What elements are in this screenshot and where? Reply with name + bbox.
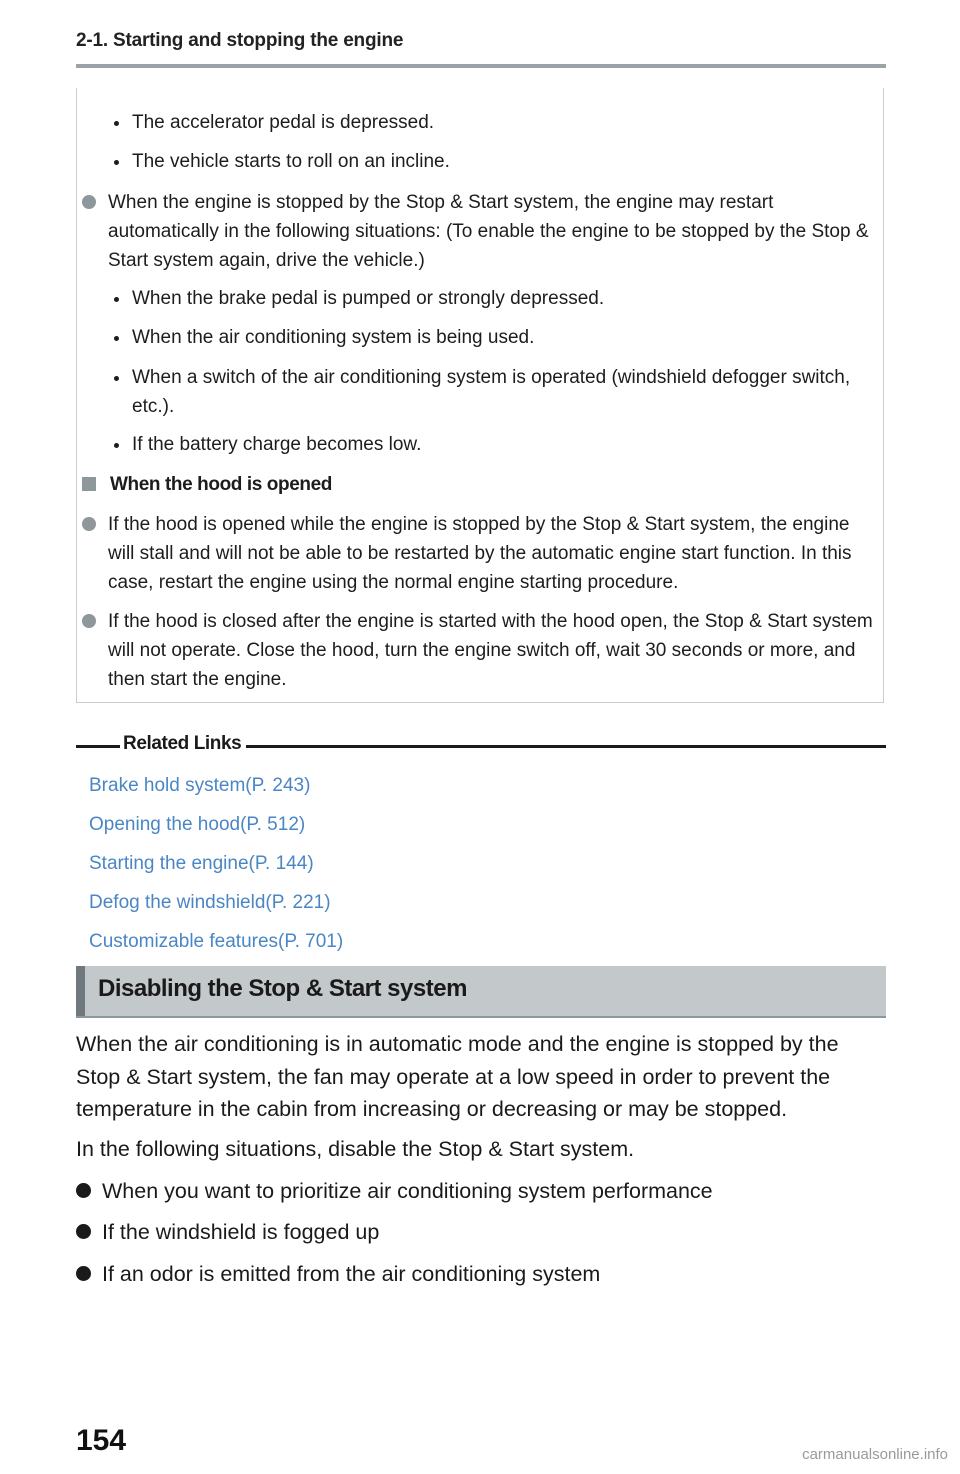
note-restart-intro-text: When the engine is stopped by the Stop & Start system, the engine may restart automatically in the following situations: (To enable the engine to be stopped by the Stop & Start system again, drive the vehicle.)	[108, 192, 869, 271]
bullet-circle-icon	[82, 517, 96, 531]
note-restart-intro	[82, 188, 878, 275]
bullet-circle-icon	[82, 195, 96, 209]
hood-item	[82, 607, 878, 694]
hood-item-text: If the hood is closed after the engine is started with the hood open, the Stop & Start system will not operate. Close the hood, turn the engine switch off, wait 30 seconds or more, and then start the engine.	[108, 611, 873, 690]
section-bullet	[76, 1258, 600, 1290]
bullet-dot-icon	[76, 1224, 91, 1239]
related-links-heading	[76, 733, 886, 761]
related-link-defog-windshield[interactable]: Defog the windshield(P. 221)	[89, 892, 331, 913]
section-paragraph-2: In the following situations, disable the Stop & Start system.	[76, 1137, 635, 1161]
section-heading-bar	[76, 966, 886, 1018]
note-sub-bullet: When the air conditioning system is being used.	[106, 323, 534, 352]
note-sub-bullet: The accelerator pedal is depressed.	[106, 108, 434, 137]
section-accent	[76, 966, 85, 1016]
bullet-dot-icon	[76, 1266, 91, 1281]
hood-item	[82, 510, 878, 597]
note-sub-bullet: When a switch of the air conditioning system is operated (windshield defogger switch, etc.).	[106, 363, 852, 421]
heading-rule-right	[246, 745, 886, 748]
related-link-customizable-features[interactable]: Customizable features(P. 701)	[89, 931, 344, 952]
related-links-label: Related Links	[120, 733, 244, 755]
hood-heading	[82, 470, 332, 499]
section-bullet-text: If an odor is emitted from the air conditioning system	[102, 1262, 601, 1286]
note-sub-bullet: When the brake pedal is pumped or strongly depressed.	[106, 284, 604, 313]
watermark: carmanualsonline.info	[802, 1446, 948, 1463]
hood-item-text: If the hood is opened while the engine is stopped by the Stop & Start system, the engine will stall and will not be able to be restarted by the automatic engine start function. In this case, restart the engine using the normal engine starting procedure.	[108, 514, 852, 593]
section-paragraph-1: When the air conditioning is in automatic mode and the engine is stopped by the Stop & Start system, the fan may operate at a low speed in order to prevent the temperature in the cabin from increasing or decreasing or may be stopped.	[76, 1032, 839, 1121]
note-sub-bullet: If the battery charge becomes low.	[106, 430, 421, 459]
hood-heading-text: When the hood is opened	[110, 474, 332, 495]
page-header-title: 2-1. Starting and stopping the engine	[76, 30, 404, 51]
section-bullet-text: If the windshield is fogged up	[102, 1220, 380, 1244]
related-link-brake-hold[interactable]: Brake hold system(P. 243)	[89, 775, 311, 796]
note-sub-bullet: The vehicle starts to roll on an incline.	[106, 147, 450, 176]
related-link-starting-engine[interactable]: Starting the engine(P. 144)	[89, 853, 314, 874]
heading-rule-left	[76, 745, 120, 748]
square-bullet-icon	[82, 477, 96, 491]
section-bullet-text: When you want to prioritize air conditioning system performance	[102, 1179, 713, 1203]
related-link-opening-hood[interactable]: Opening the hood(P. 512)	[89, 814, 306, 835]
section-bullet	[76, 1216, 379, 1248]
bullet-circle-icon	[82, 614, 96, 628]
bullet-dot-icon	[76, 1183, 91, 1198]
page-number: 154	[76, 1424, 127, 1457]
section-title: Disabling the Stop & Start system	[98, 975, 467, 1002]
section-bullet	[76, 1175, 713, 1207]
header-rule	[76, 64, 886, 68]
